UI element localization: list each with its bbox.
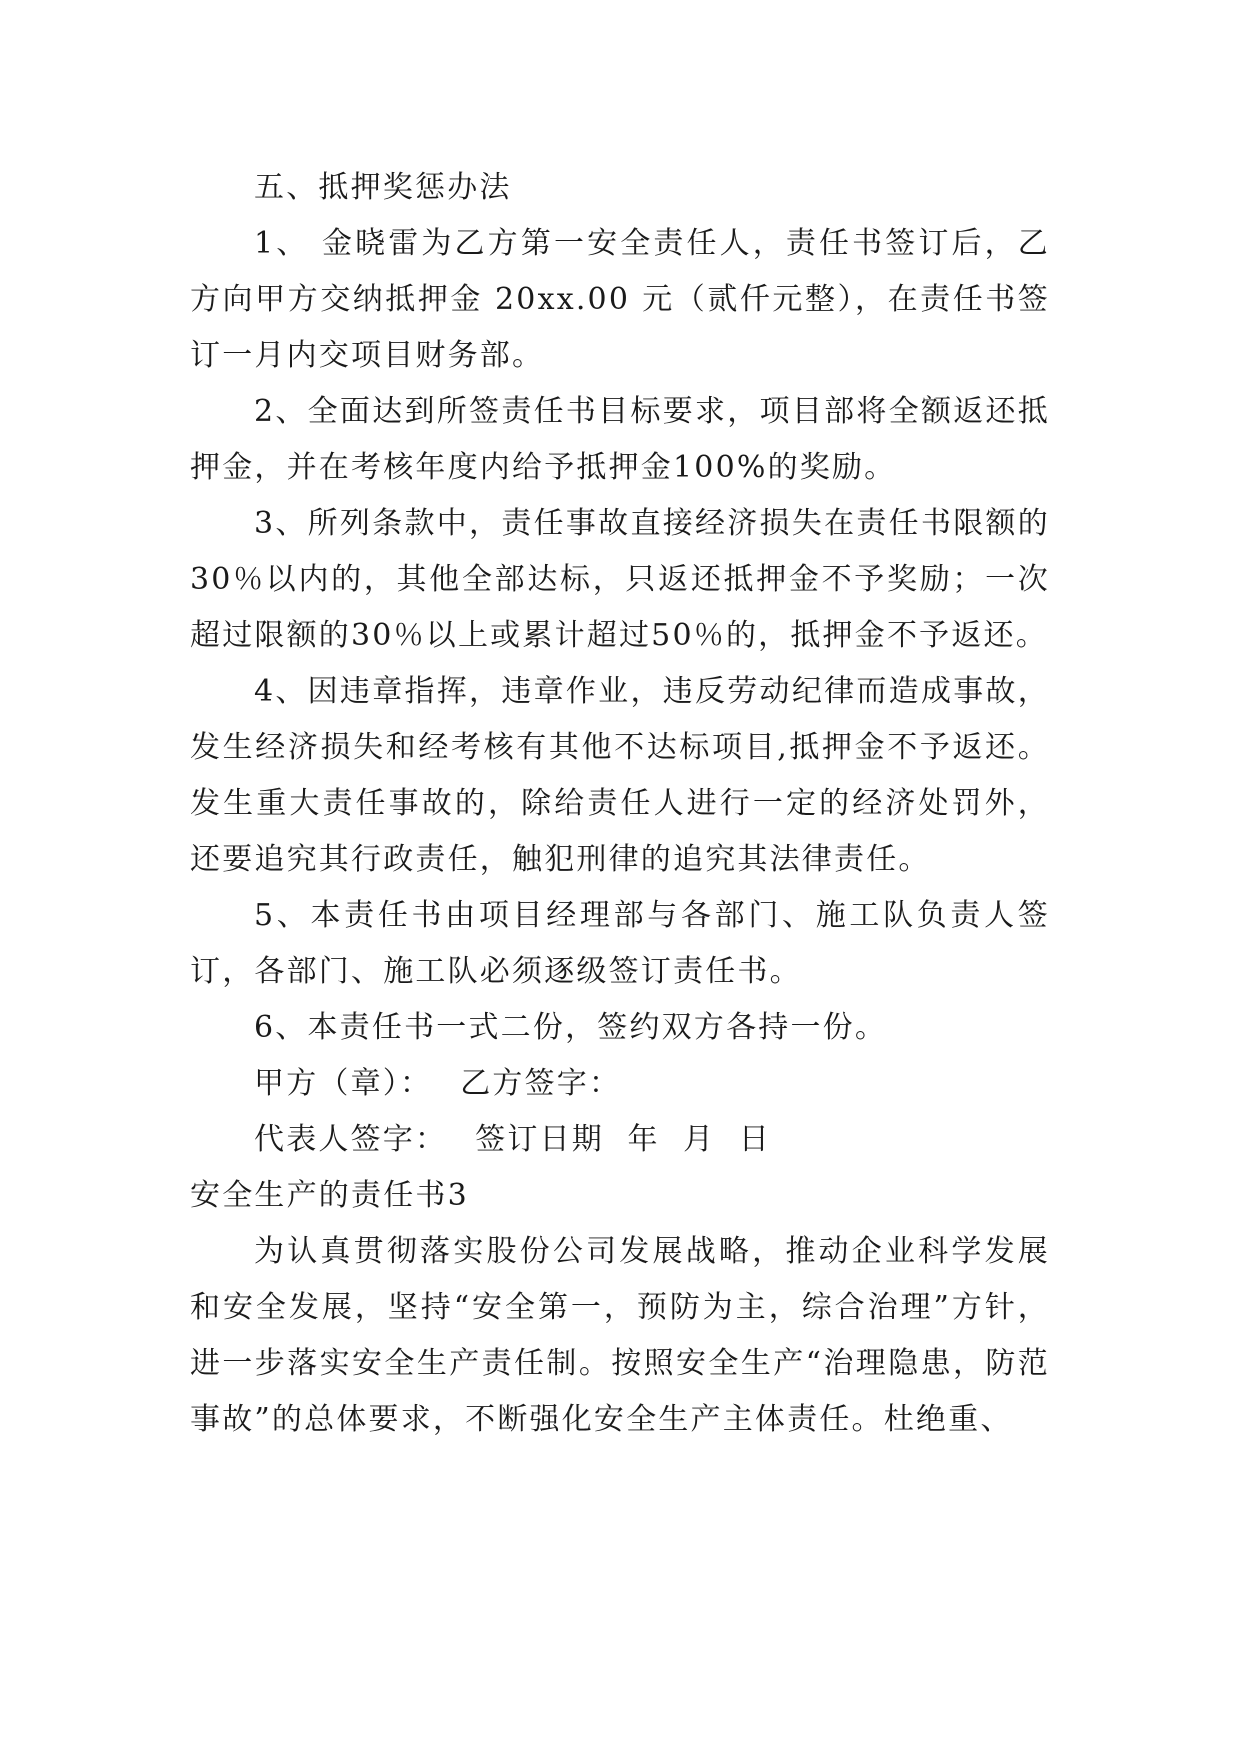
clause-3: 3、所列条款中，责任事故直接经济损失在责任书限额的30％以内的，其他全部达标，只返还抵押金不予奖励；一次超过限额的30％以上或累计超过50％的，抵押金不予返还。: [190, 506, 1050, 653]
clause-1: 1、 金晓雷为乙方第一安全责任人，责任书签订后，乙方向甲方交纳抵押金 20xx.00 元（贰仟元整），在责任书签订一月内交项目财务部。: [190, 226, 1050, 373]
next-section-paragraph: 为认真贯彻落实股份公司发展战略，推动企业科学发展和安全发展，坚持“安全第一，预防为主，综合治理”方针，进一步落实安全生产责任制。按照安全生产“治理隐患，防范事故”的总体要求，不断强化安全生产主体责任。杜绝重、: [190, 1234, 1050, 1437]
representative-signature-label: 代表人签字：: [254, 1122, 448, 1157]
document-body: [190, 160, 1050, 1448]
signature-line-parties: [190, 1056, 1050, 1112]
clause-5: 5、本责任书由项目经理部与各部门、施工队负责人签订，各部门、施工队必须逐级签订责任书。: [190, 898, 1050, 989]
section-heading: 五、抵押奖惩办法: [254, 170, 512, 205]
clause-6: 6、本责任书一式二份，签约双方各持一份。: [254, 1010, 888, 1045]
sign-date-label: 签订日期 年 月 日: [475, 1122, 772, 1157]
party-b-signature-label: 乙方签字：: [460, 1066, 622, 1101]
signature-line-representative: [190, 1112, 1050, 1168]
clause-2: 2、全面达到所签责任书目标要求，项目部将全额返还抵押金，并在考核年度内给予抵押金100%的奖励。: [190, 394, 1050, 485]
next-section-title: 安全生产的责任书3: [190, 1178, 469, 1213]
clause-4: 4、因违章指挥，违章作业，违反劳动纪律而造成事故，发生经济损失和经考核有其他不达标项目,抵押金不予返还。发生重大责任事故的，除给责任人进行一定的经济处罚外，还要追究其行政责任，触犯刑律的追究其法律责任。: [190, 674, 1050, 877]
party-a-seal-label: 甲方（章）：: [254, 1066, 433, 1101]
